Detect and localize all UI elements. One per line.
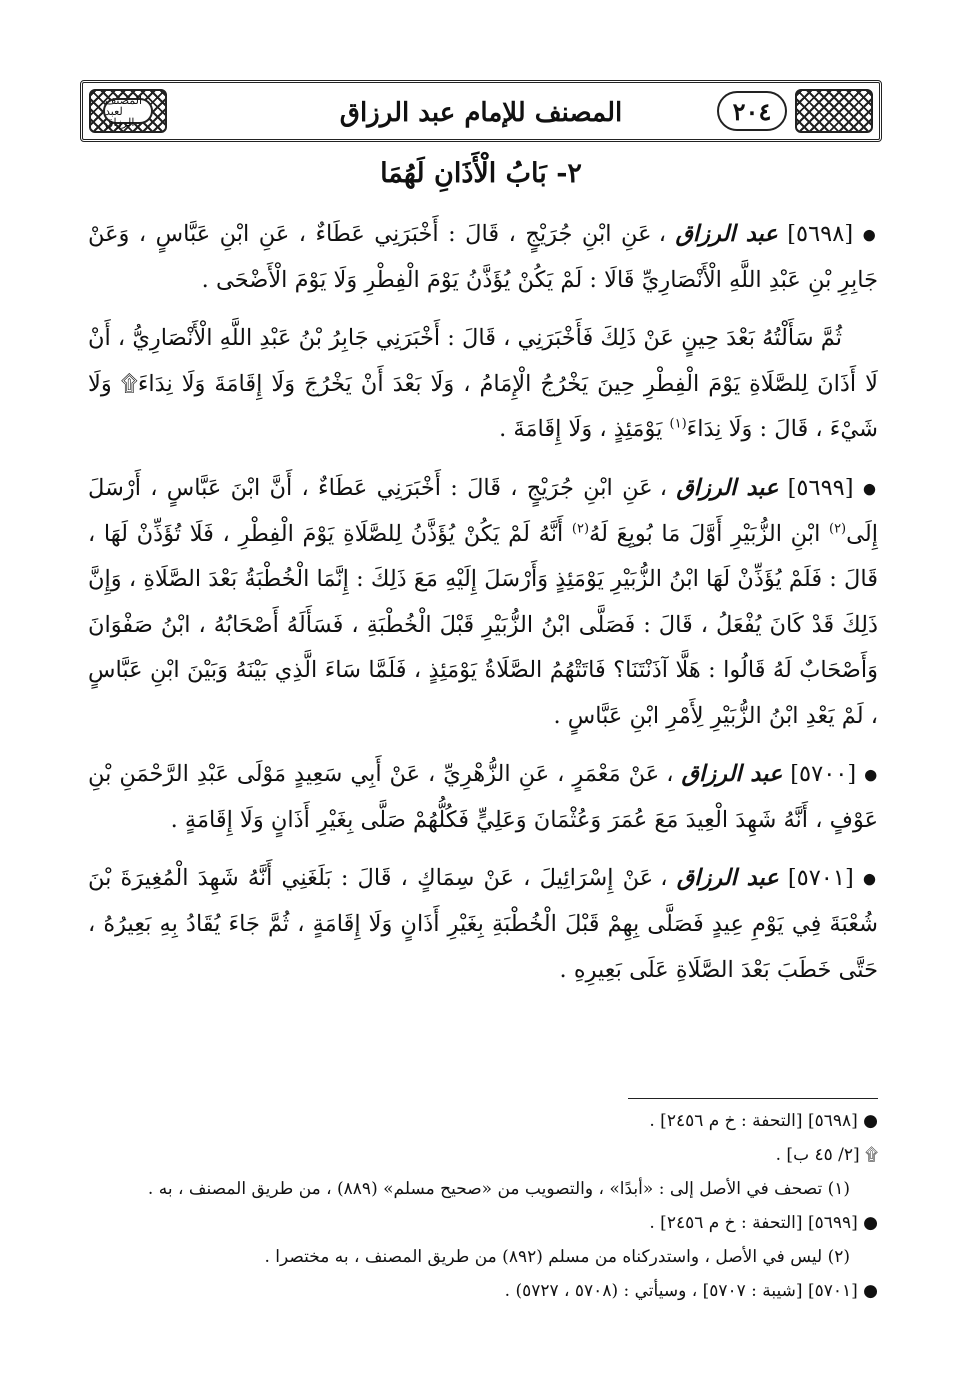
footnote-text: [٥٧٠١] [شيبة : ٥٧٠٧] ، وسيأتي : (٥٧٠٨ ، ٥٧٢٧) . xyxy=(504,1281,858,1301)
footnote-tuhfa-5698 xyxy=(88,1104,878,1138)
footnote-1 xyxy=(88,1172,878,1206)
footnote-ref-1: (١) xyxy=(669,416,687,432)
ornament-calligraphy: المصنف لعبد الرزاق xyxy=(103,98,153,124)
footnote-text: (٢) ليس في الأصل ، واستدركناه من مسلم (٨٩٢) من طريق المصنف ، به مختصرا . xyxy=(264,1247,850,1267)
main-text xyxy=(88,212,878,1006)
footnote-text: [٢/ ٤٥ ب] . xyxy=(775,1145,860,1165)
bullet-icon: ● xyxy=(862,225,878,244)
header-ornament-right xyxy=(795,89,873,133)
footnote-shayba-5701 xyxy=(88,1274,878,1308)
continuation-text-a: ثُمَّ سَأَلْتُهُ بَعْدَ حِينٍ عَنْ ذَلِكَ فَأَخْبَرَنِي ، قَالَ : أَخْبَرَنِي جَابِرُ بْنُ عَبْدِ اللَّهِ الْأَنْصَارِيُّ ، أَنْ لَا أَذَانَ لِلصَّلَاةِ يَوْمَ الْفِطْرِ حِينَ يَخْرُجُ الْإِمَامُ ، وَلَا بَعْدَ أَنْ يَخْرُجَ وَلَا إِقَامَةَ وَلَا نِدَاءَ xyxy=(87,325,878,397)
hadith-5699 xyxy=(88,466,878,739)
hadith-5700 xyxy=(88,752,878,843)
hadith-number: [٥٦٩٨] xyxy=(787,221,854,247)
bullet-icon: ● xyxy=(864,765,878,784)
running-title: المصنف للإمام عبد الرزاق xyxy=(339,98,623,128)
footnotes xyxy=(88,1104,878,1308)
folio-mark-icon: ۩ xyxy=(865,1145,878,1165)
bullet-icon: ● xyxy=(863,1281,878,1301)
hadith-5698-continuation xyxy=(88,316,878,453)
footnote-ref-2b: (٢) xyxy=(571,521,590,536)
hadith-number: [٥٧٠١] xyxy=(787,865,854,892)
hadith-5698 xyxy=(88,212,878,303)
footnote-2 xyxy=(88,1240,878,1274)
footnote-ref-2: (٢) xyxy=(828,521,847,536)
narrator-name: عبد الرزاق xyxy=(676,474,779,501)
footnote-text: [٥٦٩٨] [التحفة : خ م ٢٤٥٦] . xyxy=(649,1111,858,1131)
bullet-icon: ● xyxy=(862,869,878,888)
continuation-text-c: يَوْمَئِذٍ ، وَلَا إِقَامَةَ . xyxy=(499,416,663,443)
hadith-number: [٥٦٩٩] xyxy=(787,474,854,501)
hadith-5701 xyxy=(88,856,878,993)
hadith-text-c: أَنَّهُ لَمْ يَكُنْ يُؤَذَّنُ لِلصَّلَاةِ يَوْمَ الْفِطْرِ ، فَلَا تُؤَذِّنْ لَهَا ، قَالَ : فَلَمْ يُؤَذِّنْ لَهَا ابْنُ الزُّبَيْرِ يَوْمَئِذٍ وَأَرْسَلَ إِلَيْهِ مَعَ ذَلِكَ : إِنَّمَا الْخُطْبَةُ بَعْدَ الصَّلَاةِ ، وَإِنَّ ذَلِكَ قَدْ كَانَ يُفْعَلُ ، قَالَ : فَصَلَّى ابْنُ الزُّبَيْرِ قَبْلَ الْخُطْبَةِ ، فَسَأَلَهُ أَصْحَابُهُ ، ابْنُ صَفْوَانَ وَأَصْحَابٌ لَهُ قَالُوا : هَلَّا آذَنْتَنَا؟ فَاتَتْهُمُ الصَّلَاةُ يَوْمَئِذٍ ، فَلَمَّا سَاءَ الَّذِي بَيْنَهُ وَبَيْنَ ابْنِ عَبَّاسٍ ، لَمْ يَعْدِ ابْنُ الزُّبَيْرِ لِأَمْرِ ابْنِ عَبَّاسٍ . xyxy=(88,520,878,729)
hadith-text: ، عَنْ إِسْرَائِيلَ ، عَنْ سِمَاكٍ ، قَالَ : بَلَغَنِي أَنَّهُ شَهِدَ الْمُغِيرَةَ بْنَ شُعْبَةَ فِي يَوْمِ عِيدٍ فَصَلَّى بِهِمْ قَبْلَ الْخُطْبَةِ بِغَيْرِ أَذَانٍ وَلَا إِقَامَةٍ ، ثُمَّ جَاءَ يُقَادُ بِهِ بَعِيرُهُ ، حَتَّى خَطَبَ بَعْدَ الصَّلَاةِ عَلَى بَعِيرِهِ . xyxy=(88,865,878,983)
hadith-text: ، عَنْ مَعْمَرٍ ، عَنِ الزُّهْرِيِّ ، عَنْ أَبِي سَعِيدٍ مَوْلَى عَبْدِ الرَّحْمَنِ بْنِ عَوْفٍ ، أَنَّهُ شَهِدَ الْعِيدَ مَعَ عُمَرَ وَعُثْمَانَ وَعَلِيٍّ فَكُلُّهُمْ صَلَّى بِغَيْرِ أَذَانٍ وَلَا إِقَامَةٍ . xyxy=(88,761,878,833)
page-header xyxy=(80,80,882,142)
bullet-icon: ● xyxy=(863,1213,878,1233)
folio-mark-icon: ۩ xyxy=(120,370,138,397)
hadith-number: [٥٧٠٠] xyxy=(790,761,857,787)
hadith-text-a: ، عَنِ ابْنِ جُرَيْجٍ ، قَالَ : أَخْبَرَنِي عَطَاءٌ ، أَنَّ ابْنَ عَبَّاسٍ ، أَرْسَلَ إِلَى xyxy=(88,474,878,547)
bullet-icon: ● xyxy=(863,1111,878,1131)
continuation-text-b: وَلَا شَيْءَ ، قَالَ : وَلَا نِدَاءَ xyxy=(88,370,878,443)
narrator-name: عبد الرزاق xyxy=(676,865,779,892)
narrator-name: عبد الرزاق xyxy=(675,221,778,247)
hadith-text: ، عَنِ ابْنِ جُرَيْجٍ ، قَالَ : أَخْبَرَنِي عَطَاءٌ ، عَنِ ابْنِ عَبَّاسٍ ، وَعَنْ جَابِرِ بْنِ عَبْدِ اللَّهِ الْأَنْصَارِيِّ قَالَا : لَمْ يَكُنْ يُؤَذَّنُ يَوْمَ الْفِطْرِ وَلَا يَوْمَ الْأَضْحَى . xyxy=(88,221,878,293)
header-ornament-left xyxy=(89,89,167,133)
narrator-name: عبد الرزاق xyxy=(681,761,783,787)
page-number: ٢٠٤ xyxy=(717,91,787,131)
footnote-divider xyxy=(628,1098,878,1099)
footnote-folio xyxy=(88,1138,878,1172)
footnote-tuhfa-5699 xyxy=(88,1206,878,1240)
chapter-title: ٢- بَابُ الْأَذَانِ لَهُمَا xyxy=(380,158,582,189)
footnote-text: [٥٦٩٩] [التحفة : خ م ٢٤٥٦] . xyxy=(649,1213,858,1233)
hadith-text-b: ابْنِ الزُّبَيْرِ أَوَّلَ مَا بُويِعَ لَهُ xyxy=(589,520,821,547)
bullet-icon: ● xyxy=(862,479,879,497)
footnote-text: (١) تصحف في الأصل إلى : «أبدًا» ، والتصويب من «صحيح مسلم» (٨٨٩) ، من طريق المصنف ، به . xyxy=(147,1179,850,1199)
